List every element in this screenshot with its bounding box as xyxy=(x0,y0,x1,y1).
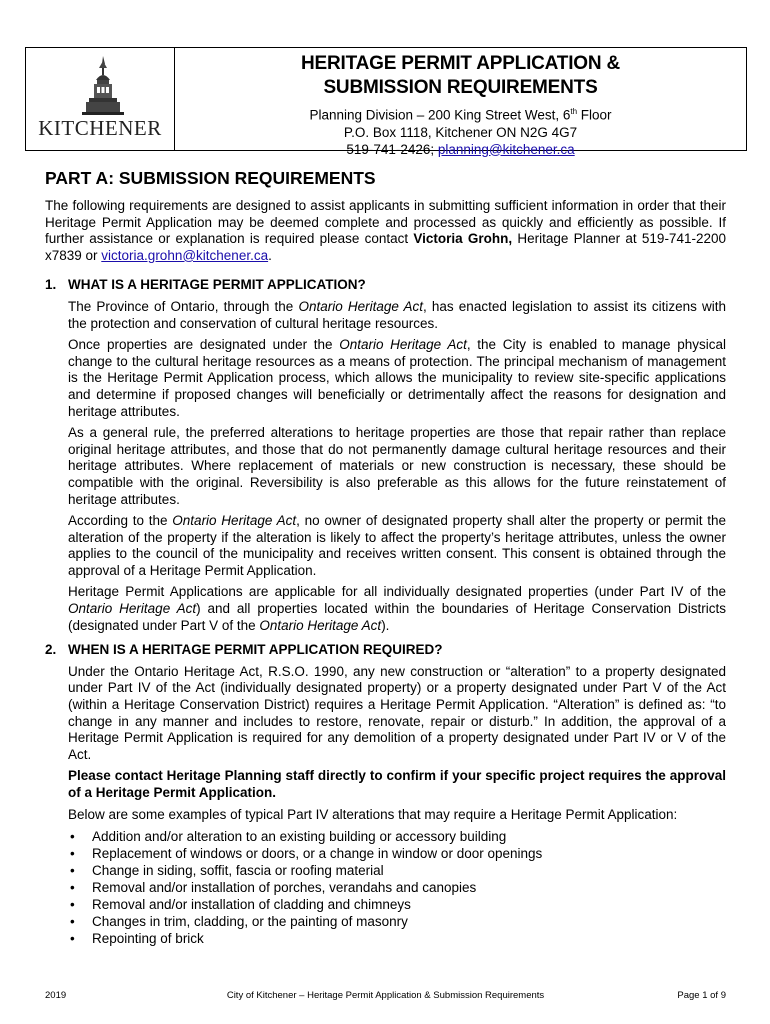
bullet-icon: • xyxy=(70,897,75,913)
section-1-paragraph-3: As a general rule, the preferred alterations to heritage properties are those that repair rather than replace original heritage attributes, and those that do not permanently damage cultural heritage resources and their heritage attributes. Where replacement of materials or new construction is necessary, these should be compatible with the original. Reversibility is also preferable as this allows for the future reinstatement of heritage attributes. xyxy=(68,425,726,507)
alteration-examples-list xyxy=(68,828,726,947)
section-1-paragraph-5: Heritage Permit Applications are applicable for all individually designated properties (under Part IV of the Ontario Heritage Act) and all properties located within the boundaries of Heritage Conservation Districts (designated under Part V of the Ontario Heritage Act). xyxy=(68,584,726,633)
list-item: • Change in siding, soffit, fascia or roofing material xyxy=(70,863,384,879)
section-1-body xyxy=(68,299,726,634)
intro-paragraph: The following requirements are designed to assist applicants in submitting sufficient information in order that their Heritage Permit Application may be deemed complete and processed as quickly and efficiently as possible. If further assistance or explanation is required please contact Victoria Grohn, Heritage Planner at 519-741-2200 x7839 or victoria.grohn@kitchener.ca. xyxy=(45,198,726,263)
bullet-icon: • xyxy=(70,931,75,947)
section-1-paragraph-1: The Province of Ontario, through the Ontario Heritage Act, has enacted legislation to assist its citizens with the protection and conservation of cultural heritage resources. xyxy=(68,298,726,331)
bullet-icon: • xyxy=(70,846,75,862)
section-1-heading: 1. WHAT IS A HERITAGE PERMIT APPLICATION? xyxy=(45,277,366,293)
title-line-2: SUBMISSION REQUIREMENTS xyxy=(323,77,598,98)
list-item: • Replacement of windows or doors, or a change in window or door openings xyxy=(70,846,543,862)
section-2-paragraph-1: Under the Ontario Heritage Act, R.S.O. 1990, any new construction or “alteration” to a property designated under Part IV of the Act (individually designated property) or a property designated under Part V of the Act (within a Heritage Conservation District) requires a Heritage Permit Application. “Alteration” is defined as: “to change in any manner and includes to restore, renovate, repair or disturb.” In addition, the approval of a Heritage Permit Application is required for any demolition of a property designated under Part IV or V of the Act. xyxy=(68,663,726,762)
title-line-1: HERITAGE PERMIT APPLICATION & xyxy=(301,53,620,74)
footer-page-number: Page 1 of 9 xyxy=(677,990,726,1001)
header-title-block xyxy=(175,48,746,157)
section-1-paragraph-4: According to the Ontario Heritage Act, no owner of designated property shall alter the property or permit the alteration of the property if the alteration is likely to affect the property’s heritage attributes, unless the owner applies to the council of the municipality and receives written consent. This consent is obtained through the approval of a Heritage Permit Application. xyxy=(68,513,726,578)
kitchener-logo-icon xyxy=(72,54,128,116)
list-item: • Addition and/or alteration to an existing building or accessory building xyxy=(70,829,507,845)
document-title xyxy=(175,52,746,100)
list-item: • Removal and/or installation of porches, verandahs and canopies xyxy=(70,880,477,896)
address-line-1: Planning Division – 200 King Street West, 6th Floor xyxy=(309,107,612,123)
contact-line xyxy=(175,141,746,158)
bullet-icon: • xyxy=(70,914,75,930)
phone-number: 519-741-2426; xyxy=(346,141,438,157)
section-2-heading: 2. WHEN IS A HERITAGE PERMIT APPLICATION REQUIRED? xyxy=(45,642,443,658)
section-2-paragraph-2: Please contact Heritage Planning staff directly to confirm if your specific project requires the approval of a Heritage Permit Application. xyxy=(68,768,726,800)
part-a-heading: PART A: SUBMISSION REQUIREMENTS xyxy=(45,168,376,188)
list-item: • Changes in trim, cladding, or the painting of masonry xyxy=(70,914,408,930)
bullet-icon: • xyxy=(70,880,75,896)
bullet-icon: • xyxy=(70,829,75,845)
section-2-paragraph-3: Below are some examples of typical Part IV alterations that may require a Heritage Permit Application: xyxy=(68,806,678,822)
footer-year: 2019 xyxy=(45,990,67,1001)
planning-email-link[interactable]: planning@kitchener.ca xyxy=(437,141,575,157)
section-2-body xyxy=(68,664,726,947)
footer-document-name: City of Kitchener – Heritage Permit Application & Submission Requirements xyxy=(226,990,545,1001)
page-content xyxy=(45,166,726,947)
address-line-2: P.O. Box 1118, Kitchener ON N2G 4G7 xyxy=(343,124,578,140)
document-header xyxy=(25,47,747,157)
logo-cell xyxy=(26,48,175,150)
bullet-icon: • xyxy=(70,863,75,879)
section-1-paragraph-2: Once properties are designated under the Ontario Heritage Act, the City is enabled to manage physical change to the cultural heritage resources as a means of protection. The principal mechanism of management is the Heritage Permit Application process, which allows the municipality to review site-specific applications and determine if proposed changes will beneficially or detrimentally affect the reasons for designation and heritage attributes. xyxy=(68,337,726,419)
victoria-email-link[interactable]: victoria.grohn@kitchener.ca xyxy=(101,247,269,263)
list-item: • Removal and/or installation of cladding and chimneys xyxy=(70,897,411,913)
list-item: • Repointing of brick xyxy=(70,931,204,947)
logo-text: KITCHENER xyxy=(38,116,162,140)
